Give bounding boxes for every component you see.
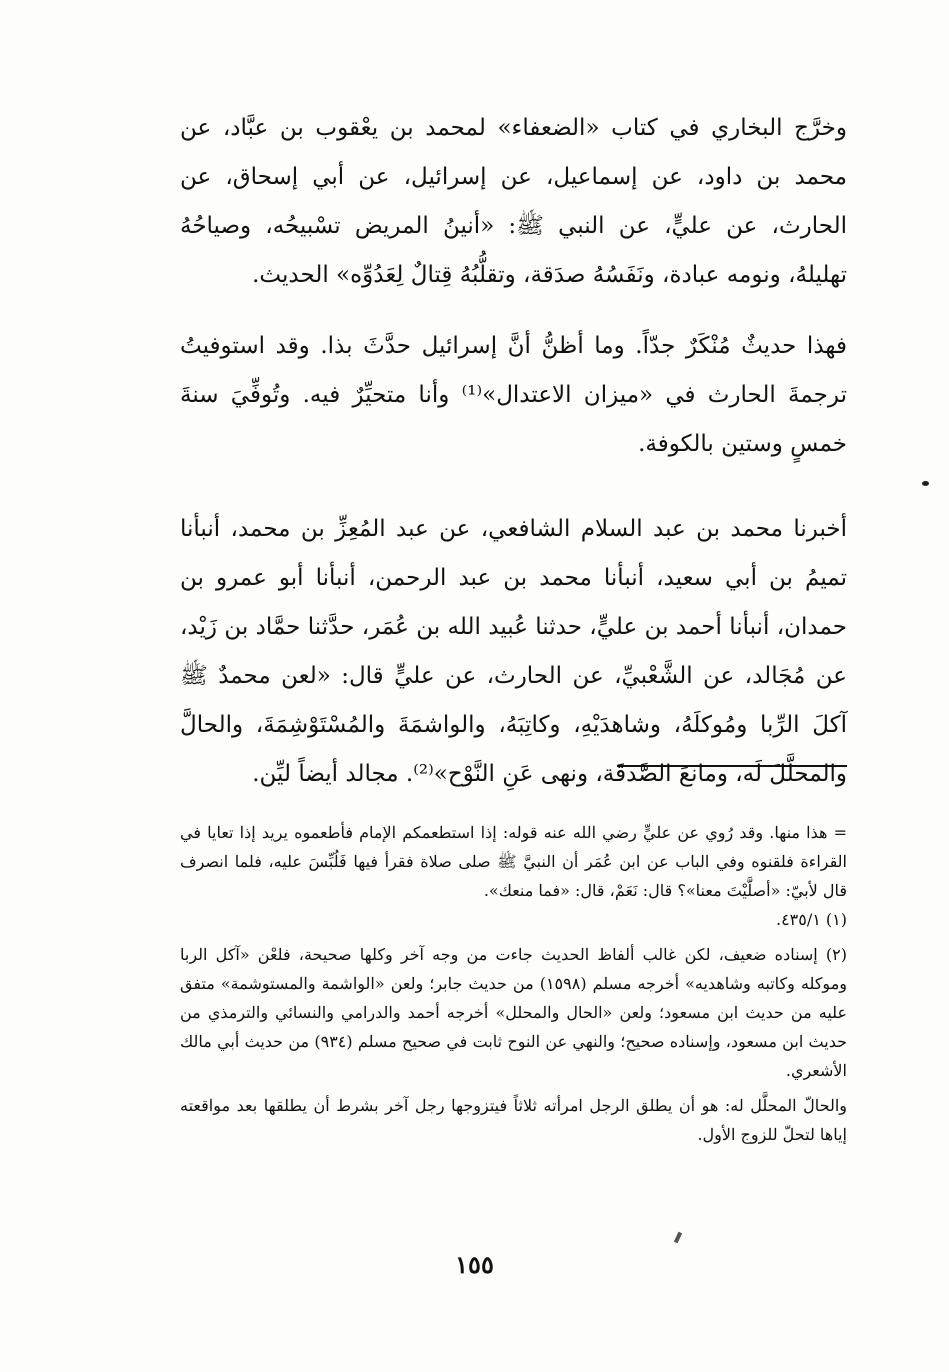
footnote-1: (١) ٤٣٥/١. — [775, 910, 847, 929]
footnotes — [180, 818, 847, 1149]
paragraph-bukhari-narration: وخرَّج البخاري في كتاب «الضعفاء» لمحمد بن يعْقوب بن عبَّاد، عن محمد بن داود، عن إسماعيل، عن إسرائيل، عن أبي إسحاق، عن الحارث، عن عليٍّ، عن النبي ﷺ: «أنينُ المريض تسْبيحُه، وصياحُهُ تهليلهُ، ونومه عبادة، ونَفَسُهُ صدَقة، وتقلُّبُهُ قِتالٌ لِعَدُوِّه» الحديث. — [180, 115, 847, 288]
footnote-definition: والحالّ المحلَّل له: هو أن يطلق الرجل امرأته ثلاثاً فيتزوجها رجل آخر بشرط أن يطلقها بعد مواقعته إياها لتحلّ للزوج الأول. — [180, 1096, 847, 1144]
footnote-continuation: = هذا منها. وقد رُوي عن عليٍّ رضي الله عنه قوله: إذا استطعمكم الإمام فأطعموه يريد إذا تعايا في القراءة فلقنوه وفي الباب عن ابن عُمَر أن النبيَّ ﷺ صلى صلاة فقرأ فيها فَلُبِّسَ عليه، فلما انصرف قال لأبيّ: «أصلَّيْتَ معنا»؟ قال: نَعَمْ، قال: «فما منعك». — [180, 823, 847, 900]
page-number: ١٥٥ — [455, 1250, 494, 1279]
margin-mark — [922, 481, 929, 486]
main-text — [180, 104, 847, 799]
paragraph-isnad-narration: أخبرنا محمد بن عبد السلام الشافعي، عن عبد المُعِزِّ بن محمد، أنبأنا تميمُ بن أبي سعيد، أنبأنا محمد بن عبد الرحمن، أنبأنا أبو عمرو بن حمدان، أنبأنا أحمد بن عليٍّ، حدثنا عُبيد الله بن عُمَر، حدَّثنا حمَّاد بن زَيْد، عن مُجَالد، عن الشَّعْبيِّ، عن الحارث، عن عليٍّ قال: «لعن محمدٌ ﷺ آكلَ الرِّبا ومُوكلَهُ، وشاهدَيْهِ، وكاتِبَهُ، والواشمَةَ والمُسْتَوْشِمَةَ، والحالَّ والمحلَّلَ لَه، ومانعَ الصَّدقَة، ونهى عَنِ النَّوْح»⁽²⁾. مجالد أيضاً ليِّن. — [180, 516, 847, 787]
stray-mark — [674, 1232, 682, 1244]
paragraph-hadith-judgement: فهذا حديثٌ مُنْكَرٌ جدّاً. وما أظنُّ أنَّ إسرائيل حدَّثَ بذا. وقد استوفيتُ ترجمةَ الحارث في «ميزان الاعتدال»⁽¹⁾ وأنا متحيِّرٌ فيه. وتُوفِّيَ سنةَ خمسٍ وستين بالكوفة. — [180, 333, 847, 457]
footnote-divider — [617, 765, 847, 767]
footnote-2: (٢) إسناده ضعيف، لكن غالب ألفاظ الحديث جاءت من وجه آخر وكلها صحيحة، فلعْن «آكل الربا وموكله وكاتبه وشاهديه» أخرجه مسلم (١٥٩٨) من حديث جابر؛ ولعن «الواشمة والمستوشمة» متفق عليه من حديث ابن مسعود؛ ولعن «الحال والمحلل» أخرجه أحمد والدرامي والنسائي والترمذي من حديث ابن مسعود، وإسناده صحيح؛ والنهي عن النوح ثابت في صحيح مسلم (٩٣٤) من حديث أبي مالك الأشعري. — [180, 945, 847, 1080]
